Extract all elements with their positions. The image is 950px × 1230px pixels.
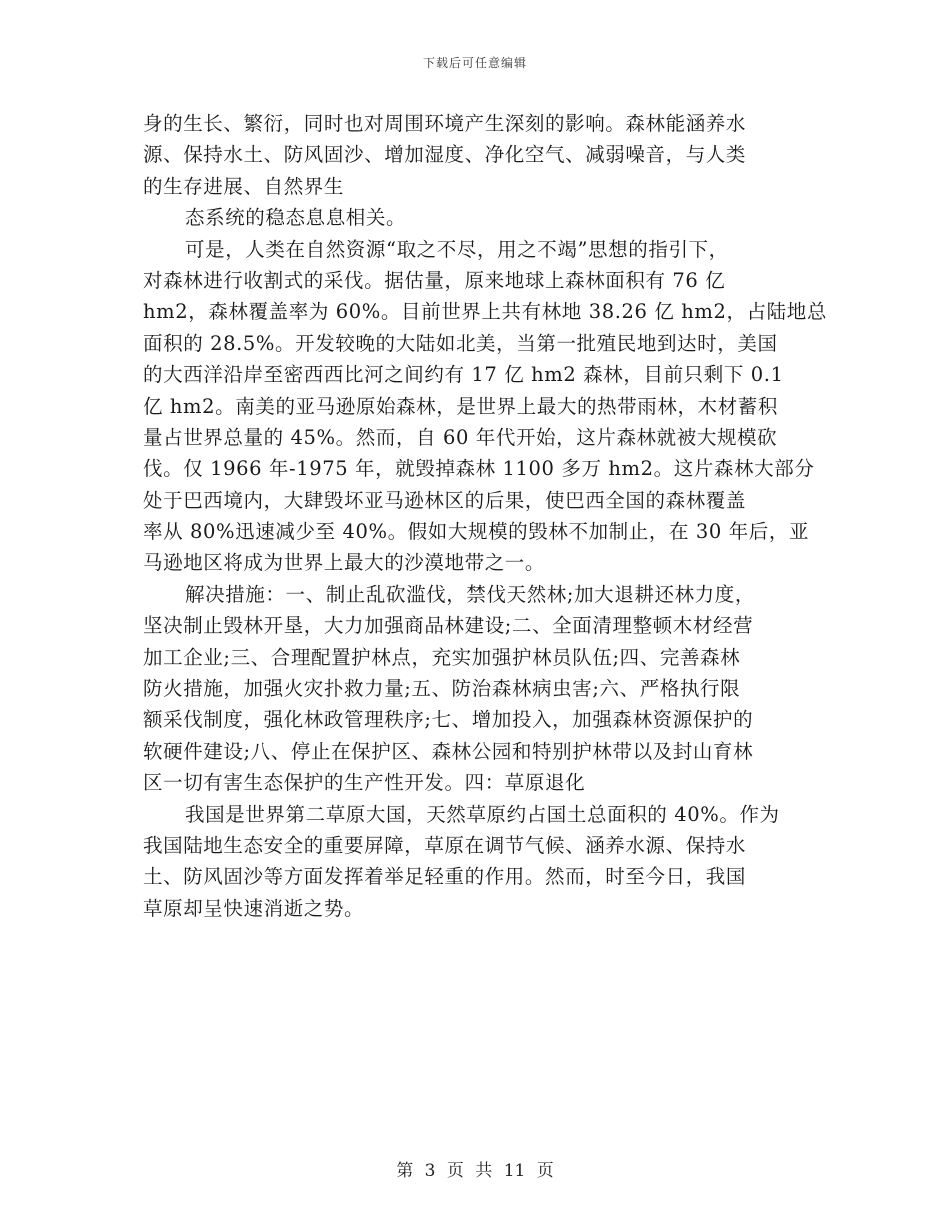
text-line: 软硬件建设;八、停止在保护区、森林公园和特别护林带以及封山育林 xyxy=(143,739,754,763)
text-line: 加工企业;三、合理配置护林点，充实加强护林员队伍;四、完善森林 xyxy=(143,645,741,669)
text-line: 面积的 28.5%。开发较晚的大陆如北美，当第一批殖民地到达时，美国 xyxy=(143,331,778,355)
text-line: 伐。仅 1966 年-1975 年，就毁掉森林 1100 多万 hm2。这片森林大部分 xyxy=(143,457,815,481)
text-line: 额采伐制度，强化林政管理秩序;七、增加投入，加强森林资源保护的 xyxy=(143,708,754,732)
text-line: 土、防风固沙等方面发挥着举足轻重的作用。然而，时至今日，我国 xyxy=(143,865,747,889)
paragraph-start-line: 解决措施：一、制止乱砍滥伐，禁伐天然林;加大退耕还林力度， xyxy=(185,582,755,606)
text-line: 坚决制止毁林开垦，大力加强商品林建设;二、全面清理整顿木材经营 xyxy=(143,614,754,638)
text-line: 量占世界总量的 45%。然而，自 60 年代开始，这片森林就被大规模砍 xyxy=(143,425,778,449)
text-line: 防火措施，加强火灾扑救力量;五、防治森林病虫害;六、严格执行限 xyxy=(143,677,741,701)
text-line: 马逊地区将成为世界上最大的沙漠地带之一。 xyxy=(143,551,546,575)
text-line: 区一切有害生态保护的生产性开发。四：草原退化 xyxy=(143,771,586,795)
text-line: 处于巴西境内，大肆毁坏亚马逊林区的后果，使巴西全国的森林覆盖 xyxy=(143,488,747,512)
text-line: 源、保持水土、防风固沙、增加湿度、净化空气、减弱噪音，与人类 xyxy=(143,143,747,167)
text-line: 亿 hm2。南美的亚马逊原始森林，是世界上最大的热带雨林，木材蓄积 xyxy=(143,394,778,418)
text-line: 对森林进行收割式的采伐。据估量，原来地球上森林面积有 76 亿 xyxy=(143,268,726,292)
page-header: 下载后可任意编辑 xyxy=(422,56,527,70)
text-line: 我国陆地生态安全的重要屏障，草原在调节气候、涵养水源、保持水 xyxy=(143,833,747,857)
text-line: hm2，森林覆盖率为 60%。目前世界上共有林地 38.26 亿 hm2，占陆地总 xyxy=(143,300,827,324)
document-body xyxy=(143,108,827,924)
text-line: 态系统的稳态息息相关。 xyxy=(185,206,407,230)
text-line: 的大西洋沿岸至密西西比河之间约有 17 亿 hm2 森林，目前只剩下 0.1 xyxy=(143,363,784,387)
text-line: 身的生长、繁衍，同时也对周围环境产生深刻的影响。森林能涵养水 xyxy=(143,112,747,135)
text-line: 的生存进展、自然界生 xyxy=(143,174,345,198)
text-line: 率从 80%迅速减少至 40%。假如大规模的毁林不加制止，在 30 年后，亚 xyxy=(143,520,810,544)
page-number-footer: 第 3 页 共 11 页 xyxy=(396,1161,554,1181)
text-line: 草原却呈快速消逝之势。 xyxy=(143,896,365,920)
paragraph-start-line: 我国是世界第二草原大国，天然草原约占国土总面积的 40%。作为 xyxy=(185,802,780,826)
paragraph-start-line: 可是，人类在自然资源“取之不尽，用之不竭”思想的指引下， xyxy=(185,237,729,261)
